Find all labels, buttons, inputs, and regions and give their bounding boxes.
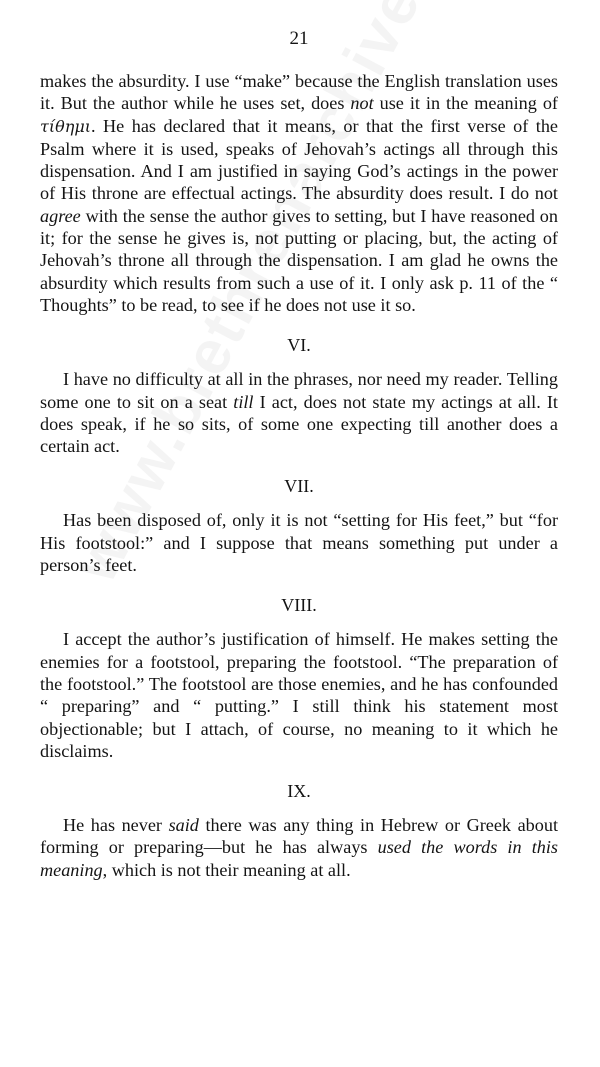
italic-emphasis: said	[168, 815, 199, 836]
section-vi-paragraph: I have no difficulty at all in the phrases, nor need my reader. Telling some one to sit on a seat till I act, does not state my actings at all. It does speak, if he so sits, of some one expecting till another does a certain act.	[40, 369, 558, 457]
section-heading-viii: VIII.	[281, 595, 317, 616]
section-ix-paragraph: He has never said there was any thing in Hebrew or Greek about forming or preparing—but he has always used the words in this meaning, which is not their meaning at all.	[40, 815, 559, 880]
section-heading-ix: IX.	[287, 781, 311, 802]
section-vii	[40, 475, 558, 576]
page-number: 21	[289, 28, 309, 49]
section-vii-paragraph: Has been disposed of, only it is not “setting for His feet,” but “for His footstool:” and I suppose that means something put under a person’s feet.	[40, 510, 558, 576]
italic-emphasis: till	[233, 391, 254, 412]
italic-emphasis: not	[350, 93, 374, 114]
italic-emphasis: used the words in this meaning	[40, 837, 558, 880]
greek-word: τίθημι	[40, 116, 92, 136]
intro-paragraph: makes the absurdity. I use “make” because the English translation uses it. But the author while he uses set, does not use it in the meaning of τίθημι. He has declared that it means, or that the first verse of the Psalm where it is used, speaks of Jehovah’s actings all through this dispensation. And I am justified in saying God’s actings in the power of His throne are effectual actings. The absurdity does result. I do not agree with the sense the author gives to setting, but I have reasoned on it; for the sense he gives is, not putting or placing, but, the acting of Jehovah’s throne all through the dispensation. I am glad he owns the absurdity which results from such a use of it. I only ask p. 11 of the “ Thoughts” to be read, to see if he does not use it so.	[40, 71, 558, 315]
book-page	[40, 28, 558, 881]
section-viii	[40, 594, 558, 762]
section-heading-vii: VII.	[284, 476, 314, 497]
section-ix	[40, 780, 558, 881]
section-heading-vi: VI.	[287, 335, 311, 356]
section-viii-paragraph: I accept the author’s justification of himself. He makes setting the enemies for a footstool, preparing the footstool. “The preparation of the footstool.” The footstool are those enemies, and he has confounded “ preparing” and “ putting.” I still think his statement most objectionable; but I attach, of course, no meaning to it which he disclaims.	[40, 629, 558, 761]
italic-emphasis: agree	[40, 205, 81, 226]
section-vi	[40, 334, 558, 457]
